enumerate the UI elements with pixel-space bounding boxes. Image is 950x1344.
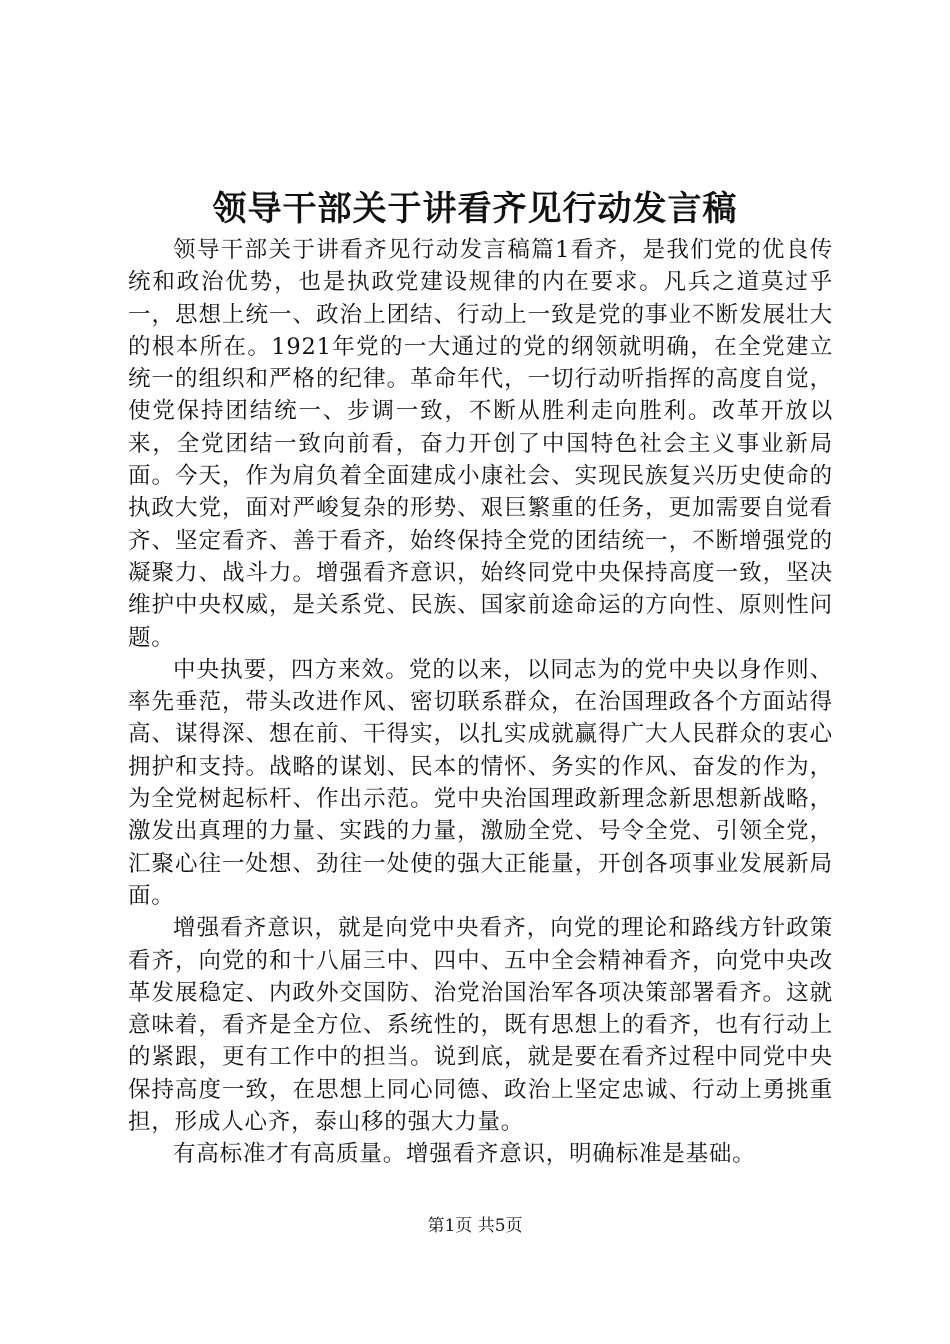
page-number-footer: 第1页 共5页 (427, 1216, 523, 1236)
document-title: 领导干部关于讲看齐见行动发言稿 (212, 189, 738, 229)
document-body (128, 234, 833, 1171)
paragraph: 增强看齐意识，就是向党中央看齐，向党的理论和路线方针政策看齐，向党的和十八届三中、四中、五中全会精神看齐，向党中央改革发展稳定、内政外交国防、治党治国治军各项决策部署看齐。这就意味着，看齐是全方位、系统性的，既有思想上的看齐，也有行动上的紧跟，更有工作中的担当。说到底，就是要在看齐过程中同党中央保持高度一致，在思想上同心同德、政治上坚定忠诚、行动上勇挑重担，形成人心齐，泰山移的强大力量。 (128, 915, 833, 1136)
paragraph: 有高标准才有高质量。增强看齐意识，明确标准是基础。 (173, 1141, 756, 1168)
paragraph: 领导干部关于讲看齐见行动发言稿篇1看齐，是我们党的优良传统和政治优势，也是执政党建设规律的内在要求。凡兵之道莫过乎一，思想上统一、政治上团结、行动上一致是党的事业不断发展壮大的根本所在。1921年党的一大通过的党的纲领就明确，在全党建立统一的组织和严格的纪律。革命年代，一切行动听指挥的高度自觉，使党保持团结统一、步调一致，不断从胜利走向胜利。改革开放以来，全党团结一致向前看，奋力开创了中国特色社会主义事业新局面。今天，作为肩负着全面建成小康社会、实现民族复兴历史使命的执政大党，面对严峻复杂的形势、艰巨繁重的任务，更加需要自觉看齐、坚定看齐、善于看齐，始终保持全党的团结统一，不断增强党的凝聚力、战斗力。增强看齐意识，始终同党中央保持高度一致，坚决维护中央权威，是关系党、民族、国家前途命运的方向性、原则性问题。 (128, 237, 833, 651)
paragraph: 中央执要，四方来效。党的以来，以同志为的党中央以身作则、率先垂范，带头改进作风、密切联系群众，在治国理政各个方面站得高、谋得深、想在前、干得实，以扎实成就赢得广大人民群众的衷心拥护和支持。战略的谋划、民本的情怀、务实的作风、奋发的作为，为全党树起标杆、作出示范。党中央治国理政新理念新思想新战略，激发出真理的力量、实践的力量，激励全党、号令全党、引领全党，汇聚心往一处想、劲往一处使的强大正能量，开创各项事业发展新局面。 (128, 656, 833, 909)
